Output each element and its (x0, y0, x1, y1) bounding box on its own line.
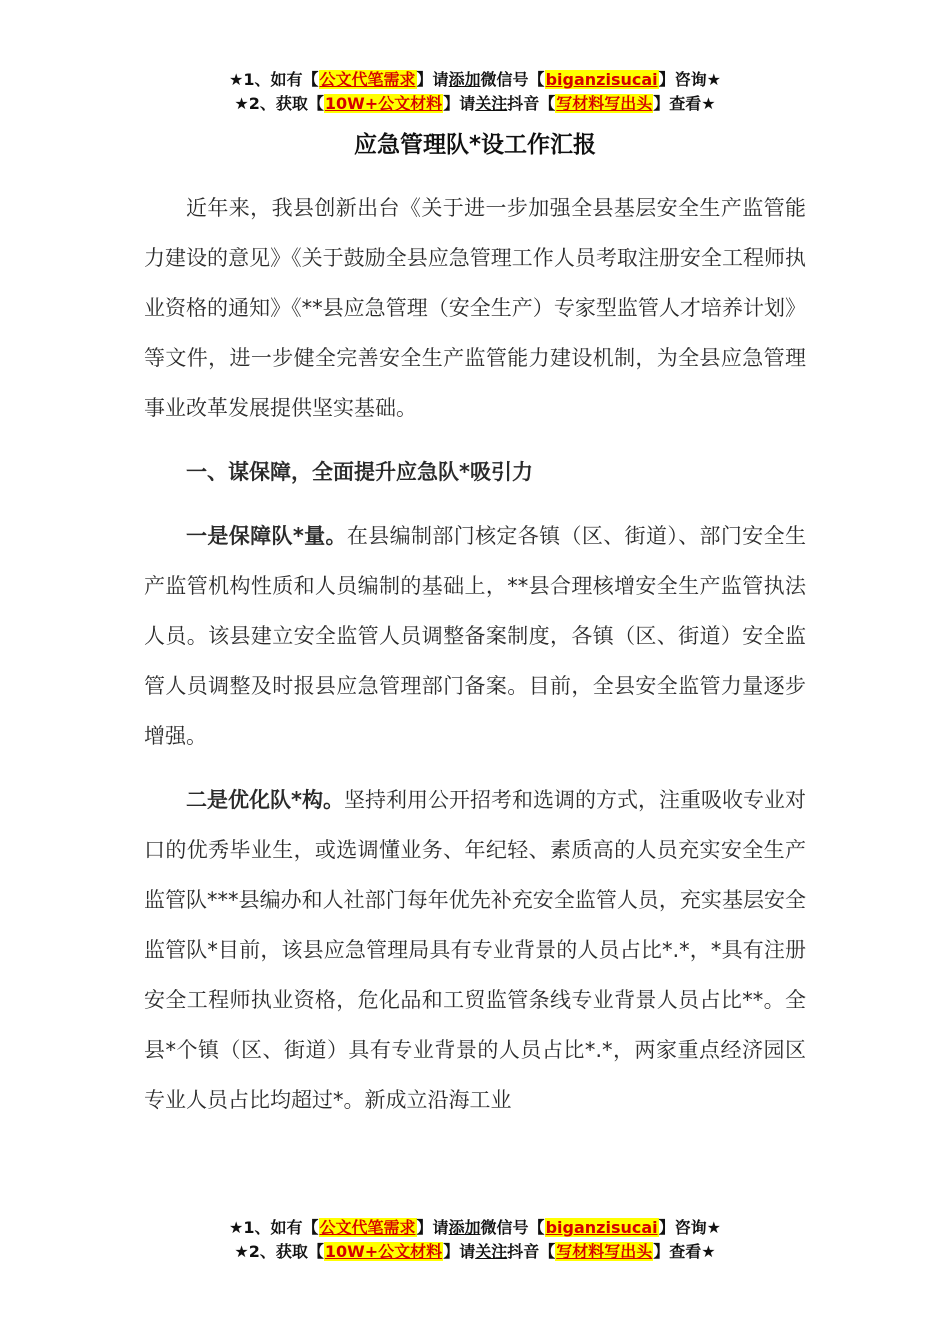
banner-line-2 (0, 92, 950, 116)
banner-line-1 (0, 1216, 950, 1240)
banner-highlight: 10W+公文材料 (324, 1242, 443, 1261)
banner-text: 】咨询★ (658, 1218, 721, 1237)
banner-underlined-text: 添加 (448, 1218, 481, 1237)
paragraph-lead: 二是优化队*构。 (186, 788, 344, 812)
banner-highlight: 写材料写出头 (556, 1242, 653, 1261)
banner-text: 】查看★ (653, 94, 716, 113)
banner-underlined-text: 添加 (448, 70, 481, 89)
banner-text: 】请 (416, 1218, 449, 1237)
document-title: 应急管理队*设工作汇报 (353, 132, 597, 158)
header-banner (0, 68, 950, 116)
intro-paragraph: 近年来，我县创新出台《关于进一步加强全县基层安全生产监管能力建设的意见》《关于鼓励全县应急管理工作人员考取注册安全工程师执业资格的通知》《**县应急管理（安全生产）专家型监管人才培养计划》等文件，进一步健全完善安全生产监管能力建设机制，为全县应急管理事业改革发展提供坚实基础。 (144, 196, 806, 420)
banner-underlined-text: 关注 (475, 94, 508, 113)
banner-highlight: 10W+公文材料 (324, 94, 443, 113)
paragraph-2 (144, 775, 806, 1125)
banner-text: ★2、获取【 (234, 1242, 324, 1261)
banner-text: 微信号【 (480, 1218, 545, 1237)
banner-highlight: 公文代笔需求 (319, 1218, 416, 1237)
banner-text: 】请 (443, 1242, 476, 1261)
paragraph-1 (144, 511, 806, 761)
banner-text: 微信号【 (480, 70, 545, 89)
banner-text: 抖音【 (507, 94, 556, 113)
footer-banner (0, 1216, 950, 1264)
banner-text: 】咨询★ (658, 70, 721, 89)
banner-text: 】请 (443, 94, 476, 113)
banner-highlight: biganzisucai (545, 70, 658, 89)
banner-line-2 (0, 1240, 950, 1264)
banner-line-1 (0, 68, 950, 92)
paragraph-lead: 一是保障队*量。 (186, 524, 347, 548)
banner-highlight: 公文代笔需求 (319, 70, 416, 89)
section-heading: 一、谋保障，全面提升应急队*吸引力 (186, 460, 533, 484)
banner-text: 】请 (416, 70, 449, 89)
banner-underlined-text: 关注 (475, 1242, 508, 1261)
banner-text: ★1、如有【 (229, 1218, 319, 1237)
banner-text: ★2、获取【 (234, 94, 324, 113)
banner-text: 抖音【 (507, 1242, 556, 1261)
banner-text: 】查看★ (653, 1242, 716, 1261)
paragraph-body: 坚持利用公开招考和选调的方式，注重吸收专业对口的优秀毕业生，或选调懂业务、年纪轻、素质高的人员充实安全生产监管队***县编办和人社部门每年优先补充安全监管人员，充实基层安全监管队*目前，该县应急管理局具有专业背景的人员占比*.*，*具有注册安全工程师执业资格，危化品和工贸监管条线专业背景人员占比**。全县*个镇（区、街道）具有专业背景的人员占比*.*，两家重点经济园区专业人员占比均超过*。新成立沿海工业 (144, 788, 807, 1112)
banner-highlight: biganzisucai (545, 1218, 658, 1237)
banner-highlight: 写材料写出头 (556, 94, 653, 113)
banner-text: ★1、如有【 (229, 70, 319, 89)
paragraph-body: 在县编制部门核定各镇（区、街道）、部门安全生产监管机构性质和人员编制的基础上，**县合理核增安全生产监管执法人员。该县建立安全监管人员调整备案制度，各镇（区、街道）安全监管人员调整及时报县应急管理部门备案。目前，全县安全监管力量逐步增强。 (144, 524, 807, 748)
document-body (144, 183, 806, 1139)
